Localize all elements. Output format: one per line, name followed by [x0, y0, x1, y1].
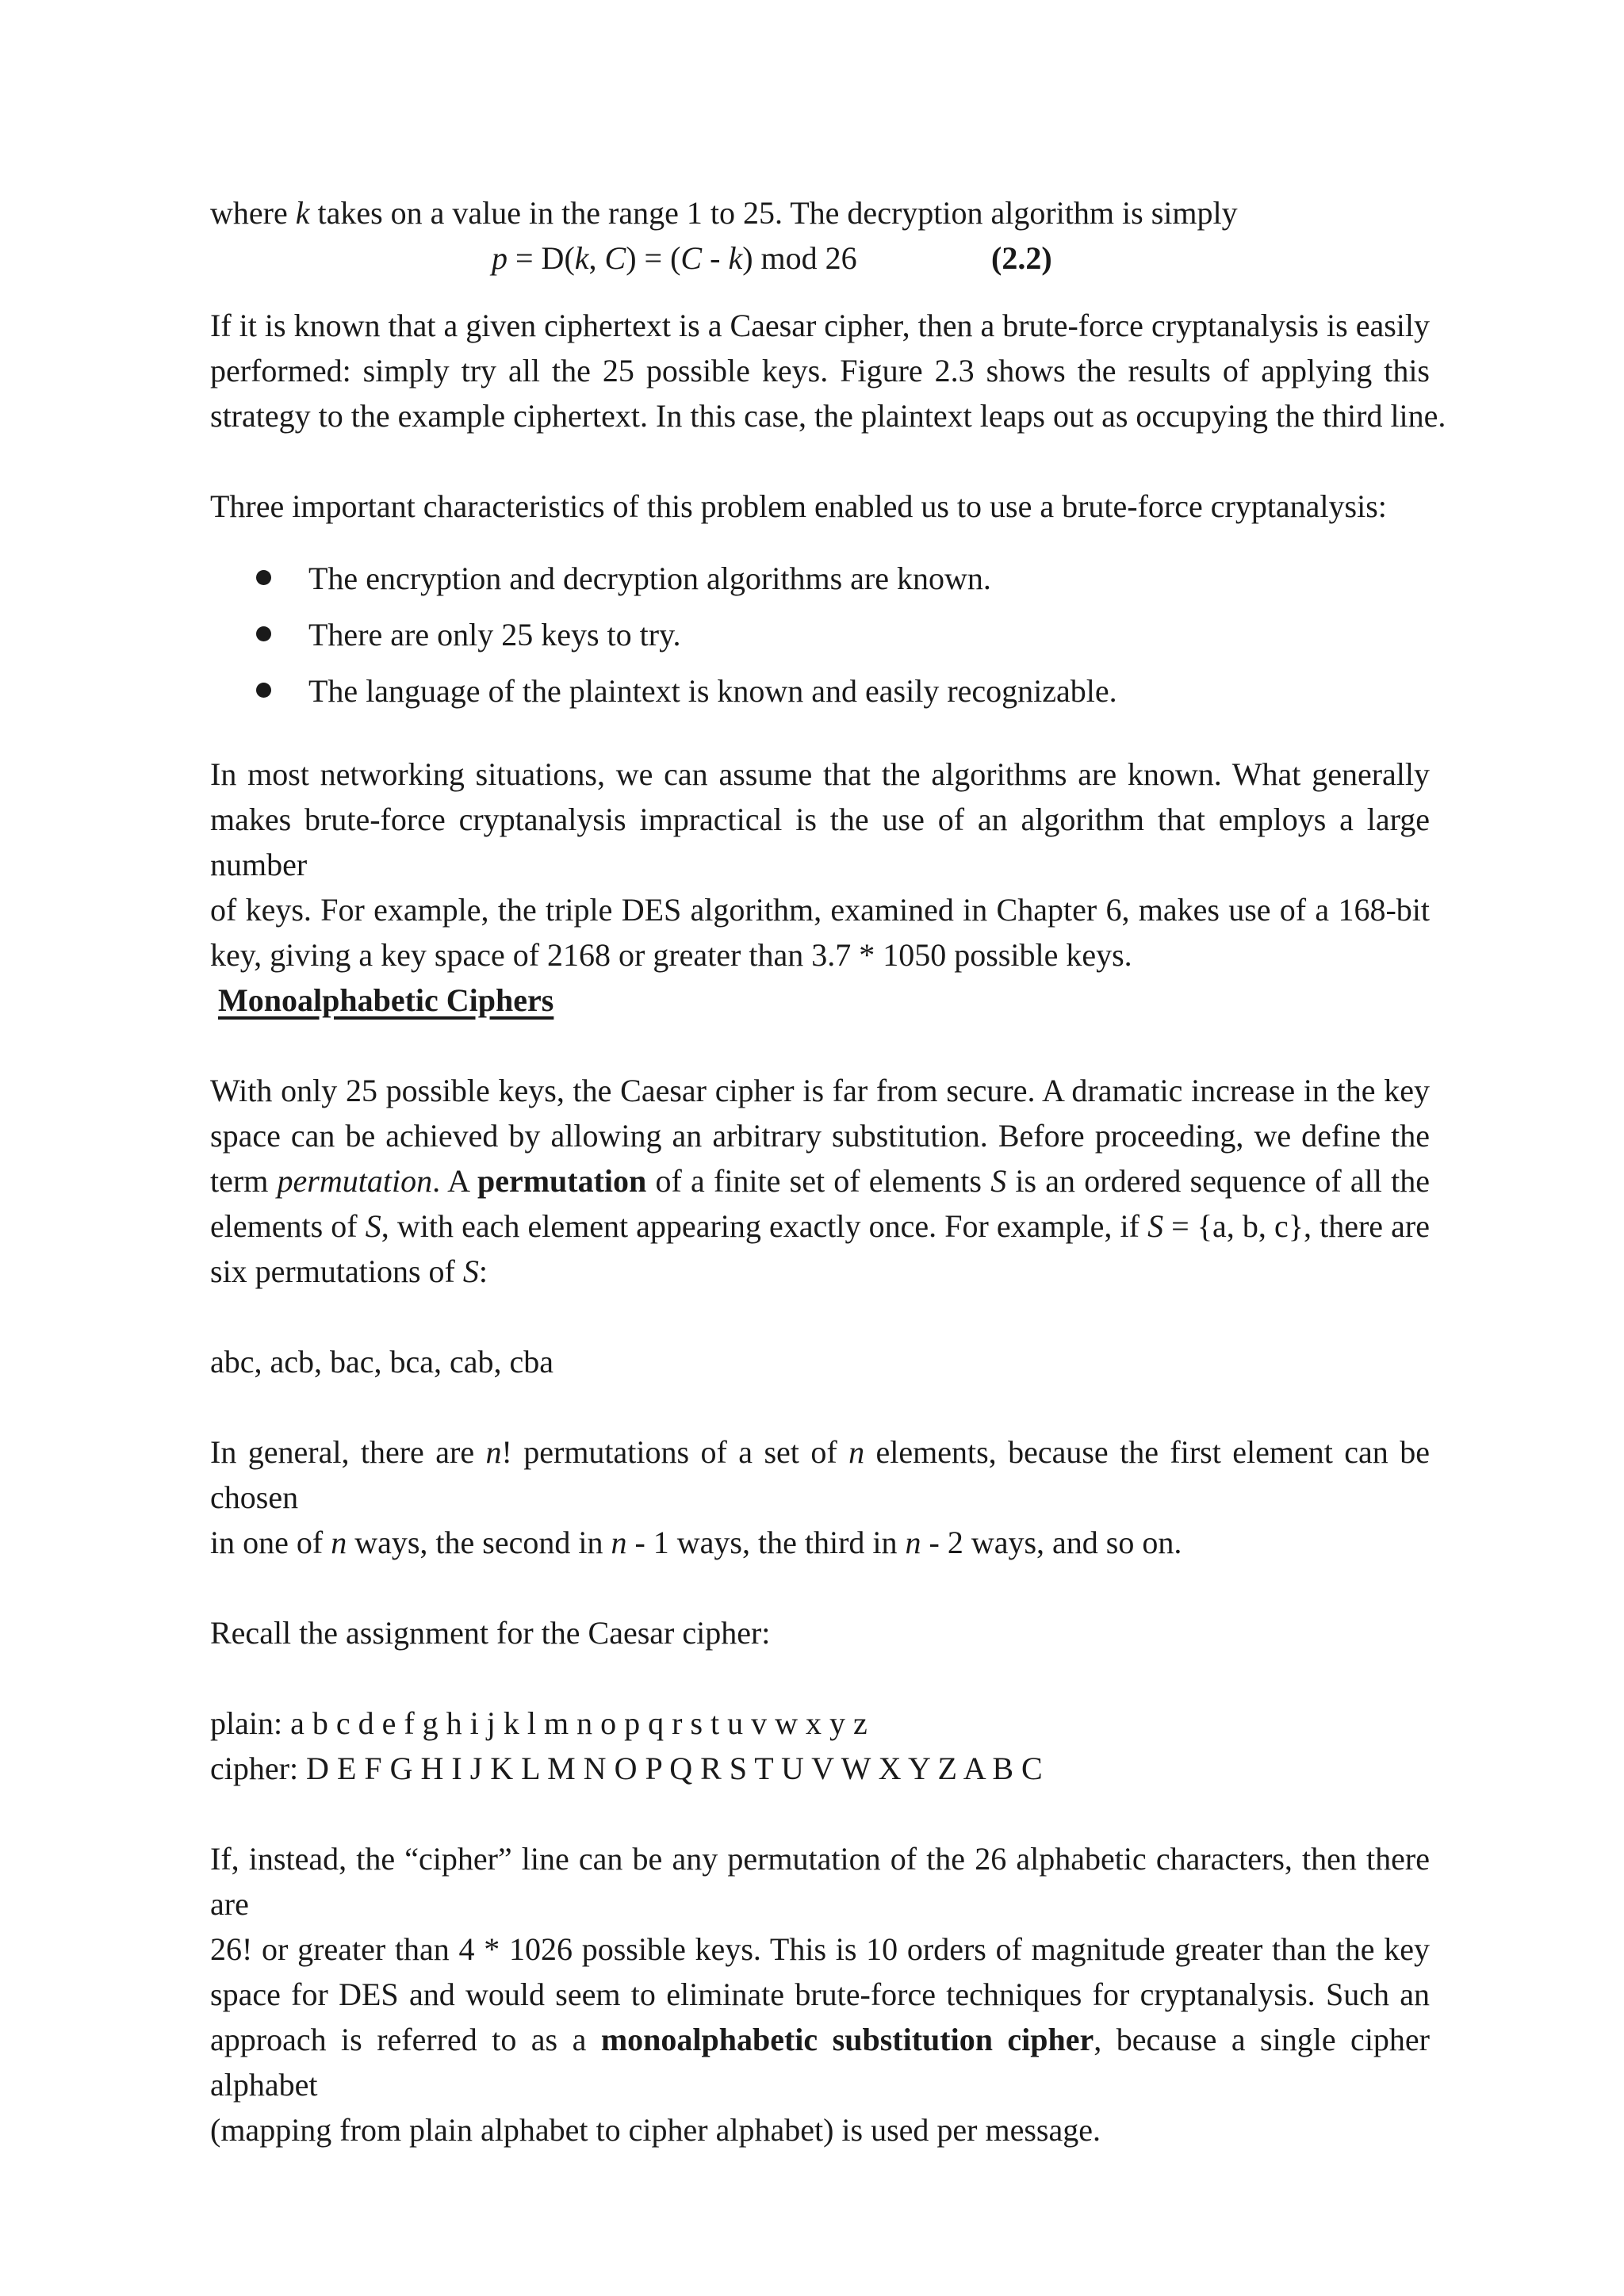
var: n: [848, 1434, 865, 1470]
paragraph-line: [210, 1158, 1430, 1203]
list-item: [210, 612, 1430, 668]
var: n: [485, 1434, 502, 1470]
text: takes on a value in the range 1 to 25. The decryption algorithm is simply: [309, 195, 1238, 231]
list-item-text: The language of the plaintext is known and easily recognizable.: [308, 673, 1117, 709]
paragraph-brute-force: [210, 303, 1446, 438]
var: p: [492, 240, 508, 276]
equation-number: (2.2): [991, 240, 1052, 276]
paragraph-line: makes brute-force cryptanalysis impractical is the use of an algorithm that employs a large number: [210, 802, 1430, 882]
text: In general, there are: [210, 1434, 486, 1470]
caesar-assignment: [210, 1701, 1430, 1791]
paragraph-line: space for DES and would seem to eliminate brute-force techniques for cryptanalysis. Such an: [210, 1976, 1430, 2012]
bullet-icon: [256, 570, 271, 585]
paragraph-line: strategy to the example ciphertext. In this case, the plaintext leaps out as occupying the third line.: [210, 398, 1446, 434]
text: elements, because the first element can be chosen: [210, 1434, 1430, 1515]
var: C: [680, 240, 703, 276]
paragraph-line: [210, 1429, 1430, 1520]
var: S: [462, 1253, 479, 1289]
bullet-icon: [256, 626, 271, 641]
term-italic: permutation: [277, 1163, 433, 1199]
text: ) mod 26: [742, 240, 857, 276]
paragraph-monoalphabetic: [210, 1836, 1430, 2152]
text: :: [478, 1253, 488, 1289]
text: elements of: [210, 1208, 366, 1244]
paragraph-permutation: [210, 1068, 1430, 1294]
paragraph-networking: [210, 752, 1430, 978]
cipher-alphabet: cipher: D E F G H I J K L M N O P Q R S T U V W X Y Z A B C: [210, 1751, 1043, 1786]
characteristics-list: [210, 556, 1430, 725]
variable-k: k: [295, 195, 310, 231]
paragraph-line: 26! or greater than 4 * 1026 possible keys. This is 10 orders of magnitude greater than the key: [210, 1931, 1430, 1967]
var: S: [990, 1163, 1007, 1199]
paragraph-line: key, giving a key space of 2168 or greater than 3.7 * 1050 possible keys.: [210, 937, 1132, 973]
var: k: [574, 240, 589, 276]
recall-line: Recall the assignment for the Caesar cipher:: [210, 1615, 771, 1651]
var: n: [905, 1525, 921, 1560]
paragraph-line: space can be achieved by allowing an arbitrary substitution. Before proceeding, we define the: [210, 1118, 1430, 1154]
document-page: [210, 190, 1446, 2152]
text: of a finite set of elements: [646, 1163, 991, 1199]
text: = D(: [508, 240, 575, 276]
term-bold: monoalphabetic substitution cipher: [600, 2022, 1094, 2057]
paragraph-line: [210, 1249, 1430, 1294]
text: = {a, b, c}, there are: [1163, 1208, 1430, 1244]
text: term: [210, 1163, 278, 1199]
term-bold: permutation: [477, 1163, 647, 1199]
var: k: [728, 240, 743, 276]
text: ways, the second in: [347, 1525, 611, 1560]
text: - 2 ways, and so on.: [921, 1525, 1182, 1560]
text: -: [702, 240, 729, 276]
list-item-text: There are only 25 keys to try.: [308, 617, 681, 652]
intro-line: [210, 190, 1430, 235]
paragraph-line: If it is known that a given ciphertext is a Caesar cipher, then a brute-force cryptanalysis is easily: [210, 308, 1430, 343]
paragraph-line: performed: simply try all the 25 possible keys. Figure 2.3 shows the results of applying this: [210, 353, 1430, 388]
text: in one of: [210, 1525, 331, 1560]
paragraph-line: With only 25 possible keys, the Caesar cipher is far from secure. A dramatic increase in the key: [210, 1073, 1430, 1108]
list-item: [210, 556, 1430, 612]
paragraph-line: (mapping from plain alphabet to cipher alphabet) is used per message.: [210, 2112, 1101, 2148]
text: approach is referred to as a: [210, 2022, 601, 2057]
text: where: [210, 195, 296, 231]
list-item: [210, 668, 1430, 725]
paragraph-line: In most networking situations, we can assume that the algorithms are known. What generally: [210, 756, 1430, 792]
characteristics-intro: Three important characteristics of this problem enabled us to use a brute-force cryptanalysis:: [210, 488, 1387, 524]
text: . A: [432, 1163, 477, 1199]
equation-body: [492, 235, 857, 281]
text: is an ordered sequence of all the: [1006, 1163, 1430, 1199]
paragraph-line: [210, 1203, 1430, 1249]
list-item-text: The encryption and decryption algorithms are known.: [308, 561, 991, 596]
plain-alphabet: plain: a b c d e f g h i j k l m n o p q r s t u v w x y z: [210, 1705, 868, 1741]
var: n: [331, 1525, 347, 1560]
paragraph-line: [210, 1520, 1430, 1565]
paragraph-line: of keys. For example, the triple DES algorithm, examined in Chapter 6, makes use of a 168-bit: [210, 892, 1430, 928]
section-heading: Monoalphabetic Ciphers: [218, 982, 554, 1018]
text: six permutations of: [210, 1253, 463, 1289]
var: S: [365, 1208, 381, 1244]
text: ! permutations of a set of: [501, 1434, 849, 1470]
text: , because a single cipher alphabet: [210, 2022, 1431, 2103]
text: , with each element appearing exactly once. For example, if: [381, 1208, 1148, 1244]
text: - 1 ways, the third in: [626, 1525, 906, 1560]
var: C: [604, 240, 626, 276]
paragraph-line: [210, 2017, 1430, 2107]
text: ) = (: [626, 240, 681, 276]
bullet-icon: [256, 683, 271, 698]
text: ,: [588, 240, 605, 276]
permutations-list: abc, acb, bac, bca, cab, cba: [210, 1344, 554, 1380]
paragraph-line: If, instead, the “cipher” line can be any permutation of the 26 alphabetic characters, then there are: [210, 1841, 1430, 1922]
var: S: [1147, 1208, 1164, 1244]
paragraph-general: [210, 1429, 1430, 1565]
var: n: [611, 1525, 627, 1560]
equation-2-2: [210, 235, 1430, 281]
